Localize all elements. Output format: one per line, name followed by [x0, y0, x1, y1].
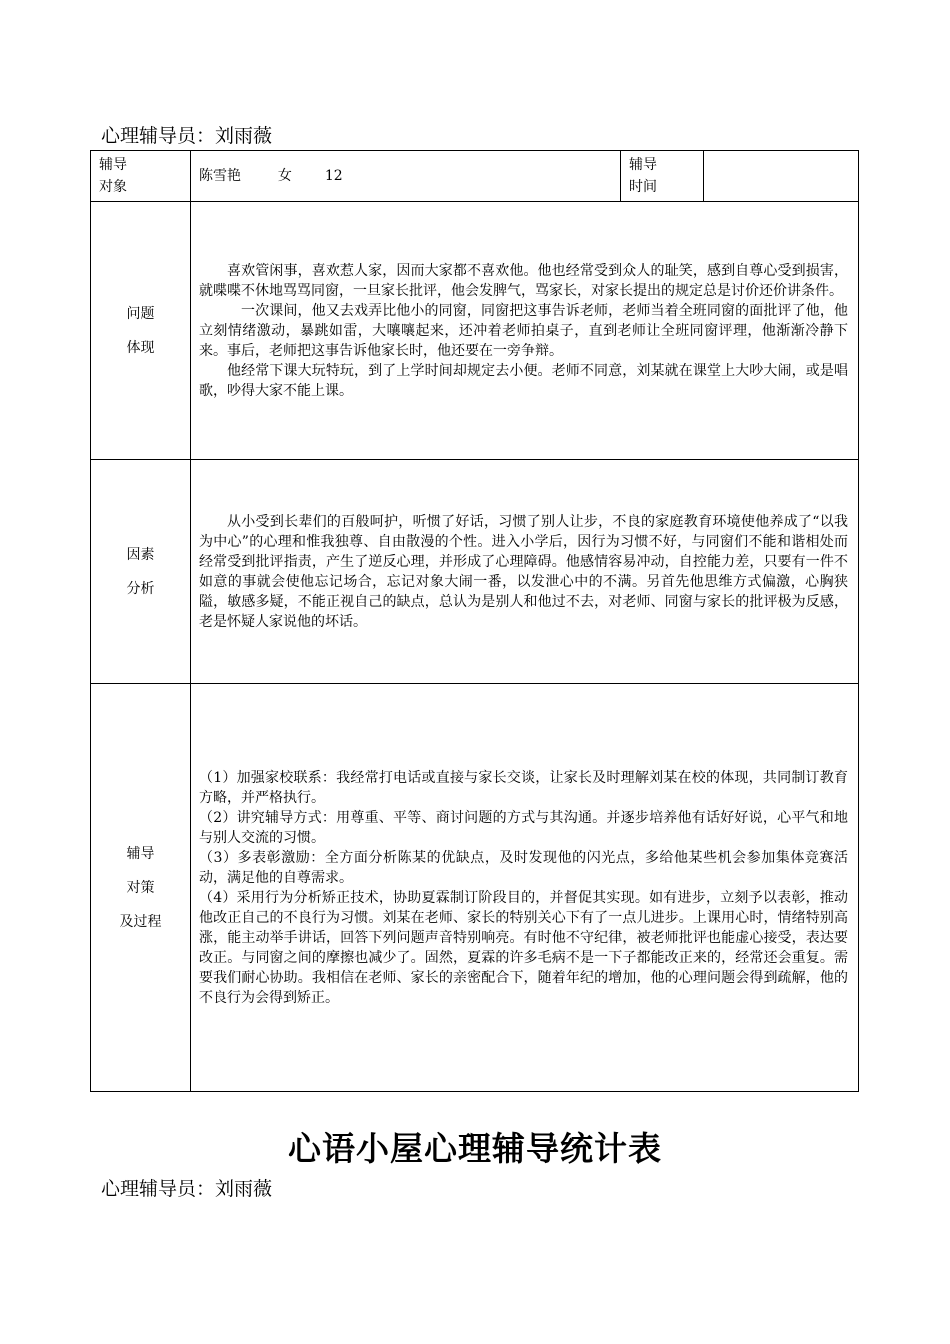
- time-value-cell: [704, 151, 859, 202]
- strategy-label-line-2: 对策: [126, 879, 155, 896]
- student-name: 陈雪艳: [199, 168, 241, 184]
- counselor-label-top: 心理辅导员：刘雨薇: [101, 125, 273, 147]
- time-label-line-2: 时间: [629, 179, 657, 195]
- analysis-paragraph: 从小受到长辈们的百般呵护，听惯了好话，习惯了别人让步，不良的家庭教育环境使他养成了“以我为中心”的心理和惟我独尊、自由散漫的个性。进入小学后，因行为习惯不好，与同窗们不能和谐相处而经常受到批评指责，产生了逆反心理，并形成了心理障碍。他感情容易冲动，自控能力差，只要有一件不如意的事就会使他忘记场合，忘记对象大闹一番，以发泄心中的不满。另首先他思维方式偏激，心胸狭隘，敏感多疑，不能正视自己的缺点，总认为是别人和他过不去，对老师、同窗与家长的批评极为反感，老是怀疑人家说他的坏话。: [199, 513, 848, 630]
- target-label-line-2: 对象: [99, 179, 127, 195]
- student-gender: 女: [277, 168, 292, 184]
- strategy-item-4: （4）采用行为分析矫正技术，协助夏霖制订阶段目的，并督促其实现。如有进步，立刻予以表彰，推动他改正自己的不良行为习惯。刘某在老师、家长的特别关心下有了一点儿进步。上课用心时，情绪特别高涨，能主动举手讲话，回答下列问题声音特别响亮。有时他不守纪律，被老师批评也能虚心接受，表达要改正。与同窗之间的摩擦也减少了。固然，夏霖的许多毛病不是一下子都能改正来的，经常还会重复。需要我们耐心协助。我相信在老师、家长的亲密配合下，随着年纪的增加，他的心理问题会得到疏解，他的不良行为会得到矫正。: [199, 889, 848, 1006]
- problem-content-cell: [191, 202, 859, 460]
- problem-paragraph-2: 一次课间，他又去戏弄比他小的同窗，同窗把这事告诉老师，老师当着全班同窗的面批评了他，他立刻情绪激动，暴跳如雷，大嚷嚷起来，还冲着老师拍桌子，直到老师让全班同窗评理，他渐渐冷静下来。事后，老师把这事告诉他家长时，他还要在一旁争辩。: [199, 302, 848, 359]
- analysis-content-cell: [191, 460, 859, 684]
- analysis-row: [91, 460, 859, 684]
- strategy-label-line-3: 及过程: [119, 913, 162, 930]
- strategy-item-3: （3）多表彰激励：全方面分析陈某的优缺点，及时发现他的闪光点，多给他某些机会参加集体竞赛活动，满足他的自尊需求。: [199, 849, 848, 886]
- strategy-content-cell: [191, 684, 859, 1092]
- target-label-line-1: 辅导: [99, 157, 127, 173]
- strategy-item-1: （1）加强家校联系：我经常打电话或直接与家长交谈，让家长及时理解刘某在校的体现，共同制订教育方略，并严格执行。: [199, 769, 848, 806]
- analysis-label-line-1: 因素: [126, 546, 155, 563]
- section-title: 心语小屋心理辅导统计表: [288, 1129, 662, 1168]
- target-label-cell: [91, 151, 191, 202]
- strategy-label-cell: [91, 684, 191, 1092]
- strategy-item-2: （2）讲究辅导方式：用尊重、平等、商讨问题的方式与其沟通。并逐步培养他有话好好说，心平气和地与别人交流的习惯。: [199, 809, 848, 846]
- counselor-label-bottom: 心理辅导员：刘雨薇: [101, 1178, 273, 1200]
- counseling-record-table: [90, 150, 859, 1092]
- problem-label-line-2: 体现: [126, 339, 155, 356]
- problem-label-cell: [91, 202, 191, 460]
- problem-row: [91, 202, 859, 460]
- header-row: [91, 151, 859, 202]
- student-info-cell: [191, 151, 621, 202]
- strategy-row: [91, 684, 859, 1092]
- analysis-label-line-2: 分析: [126, 580, 155, 597]
- student-age: 12: [324, 168, 343, 184]
- time-label-line-1: 辅导: [629, 157, 657, 173]
- problem-paragraph-3: 他经常下课大玩特玩，到了上学时间却规定去小便。老师不同意，刘某就在课堂上大吵大闹，或是唱歌，吵得大家不能上课。: [199, 362, 848, 399]
- analysis-label-cell: [91, 460, 191, 684]
- time-label-cell: [621, 151, 704, 202]
- problem-paragraph-1: 喜欢管闲事，喜欢惹人家，因而大家都不喜欢他。他也经常受到众人的耻笑，感到自尊心受到损害，就喋喋不休地骂骂同窗，一旦家长批评，他会发脾气，骂家长，对家长提出的规定总是讨价还价讲条件。: [199, 262, 848, 299]
- strategy-label-line-1: 辅导: [126, 845, 155, 862]
- problem-label-line-1: 问题: [126, 305, 155, 322]
